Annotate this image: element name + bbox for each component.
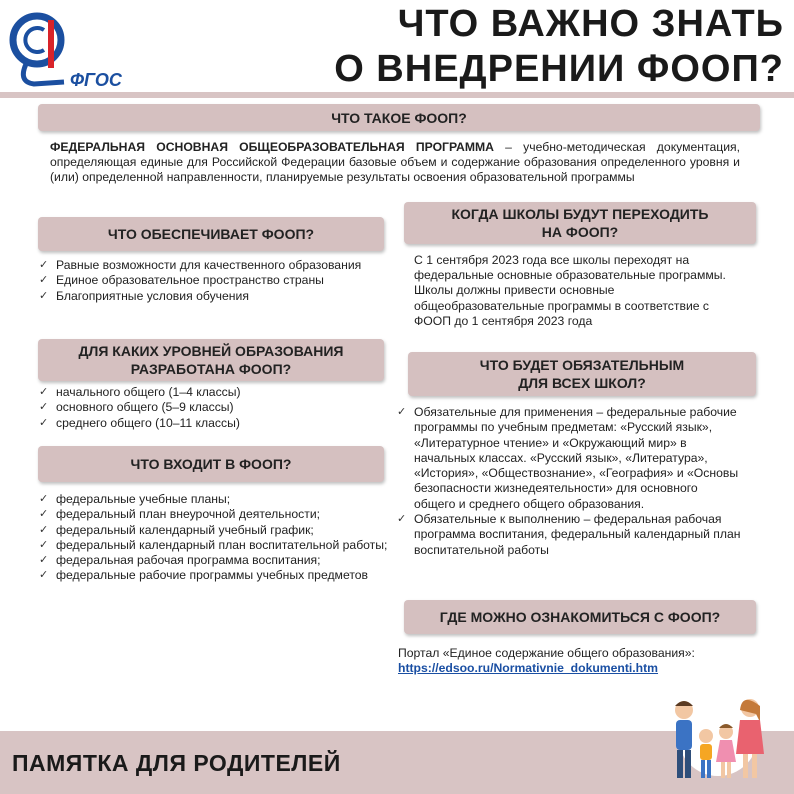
levels-list (38, 385, 368, 431)
mandatory-heading (408, 352, 756, 396)
list-item: ✓ федеральный календарный план воспитательной работы; (38, 538, 398, 553)
list-item: ✓ федеральный календарный учебный график; (38, 523, 398, 538)
page-title (334, 2, 784, 92)
list-item: ✓ Обязательные для применения – федеральные рабочие программы по учебным предметам: «Русский язык», «Литературное чтение» и «Окружающий мир» в начальных классах. «Русский язык», «Литература», «История», «Обществознание», «География» и «Основы безопасности жизнедеятельности» для основного общего и среднего общего образования. (396, 405, 742, 512)
levels-heading-line-2: РАЗРАБОТАНА ФООП? (130, 361, 292, 377)
footer-title: ПАМЯТКА ДЛЯ РОДИТЕЛЕЙ (12, 750, 341, 776)
title-line-1: ЧТО ВАЖНО ЗНАТЬ (397, 3, 784, 45)
when-heading-line-1: КОГДА ШКОЛЫ БУДУТ ПЕРЕХОДИТЬ (451, 206, 709, 222)
edsoo-link[interactable]: https://edsoo.ru/Normativnie_dokumenti.htm (398, 661, 659, 676)
family-illustration (664, 692, 772, 784)
where-heading (404, 600, 756, 634)
list-item: ✓ федеральный план внеурочной деятельности; (38, 507, 398, 522)
levels-heading-line-1: ДЛЯ КАКИХ УРОВНЕЙ ОБРАЗОВАНИЯ (78, 343, 344, 359)
list-item: ✓ Обязательные к выполнению – федеральная рабочая программа воспитания, федеральный календарный план воспитательной работы (396, 512, 742, 558)
levels-heading (38, 339, 384, 381)
where-text (398, 646, 758, 676)
what-is-definition-text: – учебно-методическая документация, определяющая единые для Российской Федерации базовые объем и содержание образования определенного уровня и (или) определенной направленности, планируемые результаты освоения образовательной программы (50, 140, 740, 185)
contents-heading (38, 446, 384, 482)
what-is-term: ФЕДЕРАЛЬНАЯ ОСНОВНАЯ ОБЩЕОБРАЗОВАТЕЛЬНАЯ ПРОГРАММА (50, 140, 494, 154)
what-is-heading (38, 104, 760, 131)
mandatory-heading-line-1: ЧТО БУДЕТ ОБЯЗАТЕЛЬНЫМ (479, 357, 685, 373)
list-item: ✓ федеральные учебные планы; (38, 492, 398, 507)
fgos-logo-icon (4, 4, 134, 92)
mandatory-heading-line-2: ДЛЯ ВСЕХ ШКОЛ? (518, 375, 646, 391)
when-text: С 1 сентября 2023 года все школы переходят на федеральные основные образовательные программы. Школы должны привести основные общеобразовательные программы в соответствие с ФООП до 1 сентября 2023 года (414, 253, 726, 328)
logo-text: ФГОС (70, 70, 122, 90)
title-line-2: О ВНЕДРЕНИИ ФООП? (334, 48, 784, 90)
mandatory-list (396, 405, 742, 558)
list-item: ✓ Единое образовательное пространство страны (38, 273, 368, 288)
provides-heading-text: ЧТО ОБЕСПЕЧИВАЕТ ФООП? (107, 226, 315, 242)
what-is-heading-text: ЧТО ТАКОЕ ФООП? (331, 109, 467, 126)
family-icon (664, 692, 772, 784)
where-portal-text: Портал «Единое содержание общего образования»: (398, 646, 695, 660)
list-item: ✓ начального общего (1–4 классы) (38, 385, 368, 400)
list-item: ✓ федеральные рабочие программы учебных предметов (38, 568, 398, 583)
where-heading-text: ГДЕ МОЖНО ОЗНАКОМИТЬСЯ С ФООП? (439, 609, 721, 625)
fgos-logo (4, 4, 134, 92)
list-item: ✓ основного общего (5–9 классы) (38, 400, 368, 415)
list-item: ✓ среднего общего (10–11 классы) (38, 416, 368, 431)
contents-heading-text: ЧТО ВХОДИТ В ФООП? (130, 456, 292, 472)
provides-heading (38, 217, 384, 251)
list-item: ✓ федеральная рабочая программа воспитания; (38, 553, 398, 568)
when-heading (404, 202, 756, 244)
list-item: ✓ Равные возможности для качественного образования (38, 258, 368, 273)
header-divider (0, 92, 794, 98)
list-item: ✓ Благоприятные условия обучения (38, 289, 368, 304)
provides-list (38, 258, 368, 304)
what-is-definition (50, 140, 740, 186)
contents-list (38, 492, 398, 584)
when-heading-line-2: НА ФООП? (541, 224, 619, 240)
